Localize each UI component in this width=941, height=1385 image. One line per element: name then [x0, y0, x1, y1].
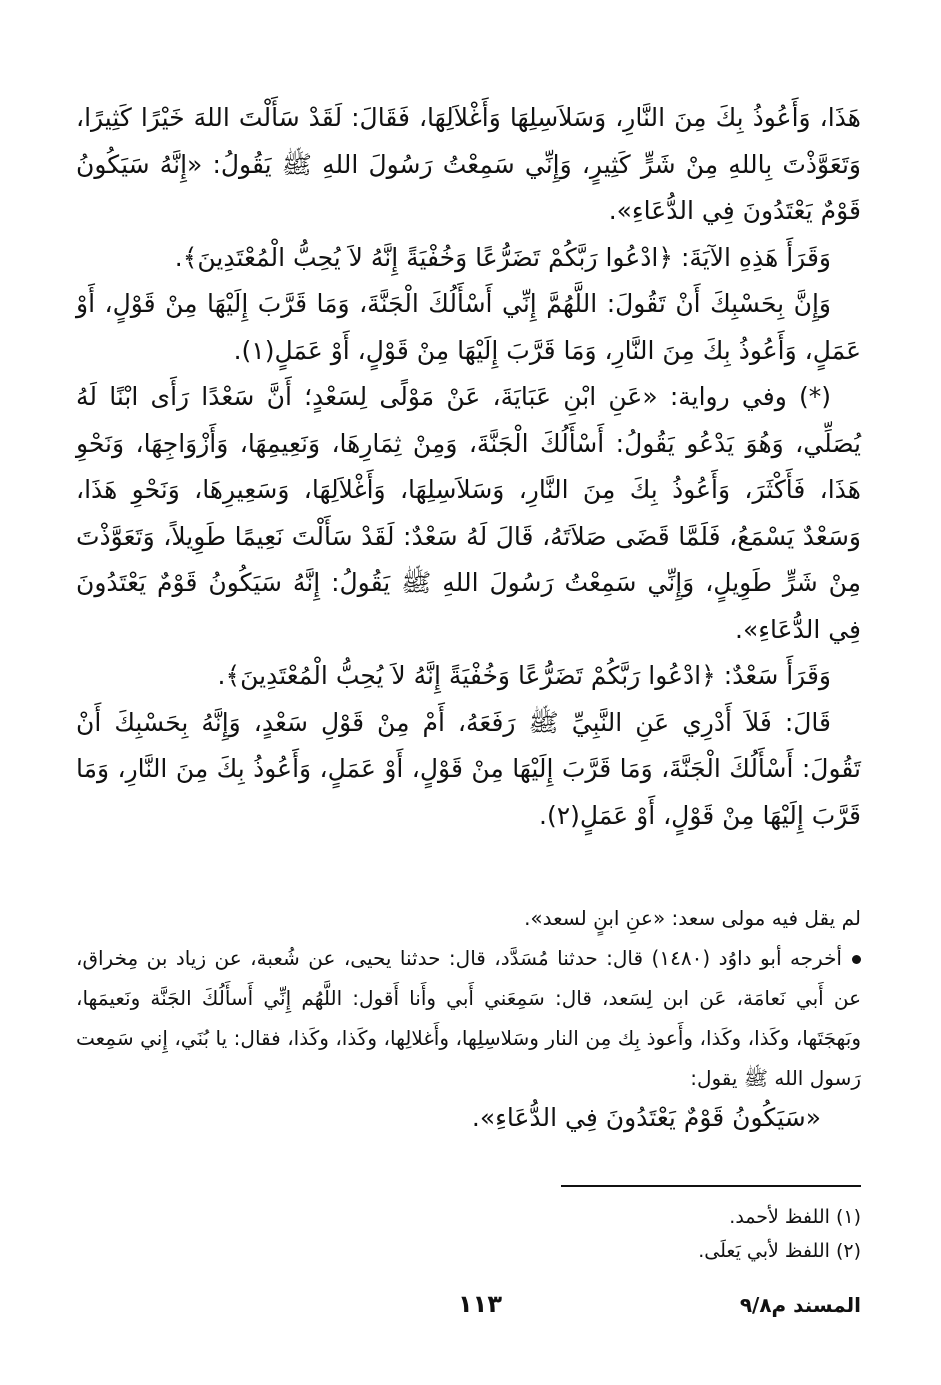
paragraph-3: وَإِنَّ بِحَسْبِكَ أَنْ تَقُولَ: اللَّهُمَّ إِنِّي أَسْأَلُكَ الْجَنَّةَ، وَمَا قَرَّبَ إِلَيْهَا مِنْ قَوْلٍ، أَوْ عَمَلٍ، وَأَعُوذُ بِكَ مِنَ النَّارِ، وَمَا قَرَّبَ إِلَيْهَا مِنْ قَوْلٍ، أَوْ عَمَلٍ(١).: [76, 289, 861, 365]
paragraph-6: قَالَ: فَلاَ أَدْرِي عَنِ النَّبِيِّ ﷺ رَفَعَهُ، أَمْ مِنْ قَوْلِ سَعْدٍ، وَإِنَّهُ بِحَسْبِكَ أَنْ تَقُولَ: أَسْأَلُكَ الْجَنَّةَ، وَمَا قَرَّبَ إِلَيْهَا مِنْ قَوْلٍ، أَوْ عَمَلٍ، وَأَعُوذُ بِكَ مِنَ النَّارِ، وَمَا قَرَّبَ إِلَيْهَا مِنْ قَوْلٍ، أَوْ عَمَلٍ(٢).: [76, 707, 861, 830]
note-1: لم يقل فيه مولى سعد: «عنِ ابنٍ لسعد».: [524, 906, 861, 930]
paragraph-5-quran-verse: وَقَرَأَ سَعْدٌ: ﴿ادْعُوا رَبَّكُمْ تَضَرُّعًا وَخُفْيَةً إِنَّهُ لاَ يُحِبُّ الْمُعْتَدِينَ﴾.: [217, 661, 831, 690]
page-number: ١١٣: [458, 1290, 502, 1318]
bullet-dot-icon: [852, 955, 861, 964]
main-text-block: [76, 95, 861, 839]
note-3-hadith: «سَيَكُونُ قَوْمٌ يَعْتَدُونَ فِي الدُّعَاءِ».: [471, 1103, 821, 1132]
takhrij-notes: [76, 898, 861, 1138]
footnote-divider: [561, 1185, 861, 1187]
paragraph-2-quran-verse: وَقَرَأَ هَذِهِ الآيَةَ: ﴿ادْعُوا رَبَّكُمْ تَضَرُّعًا وَخُفْيَةً إِنَّهُ لاَ يُحِبُّ الْمُعْتَدِينَ﴾.: [174, 242, 831, 272]
volume-signature: المسند م٩/٨: [739, 1293, 861, 1317]
footnote-2: (٢) اللفظ لأبي يَعلَى.: [698, 1240, 861, 1262]
footnotes: [461, 1200, 861, 1268]
footnote-1: (١) اللفظ لأحمد.: [729, 1206, 861, 1228]
note-2-wrapper: [76, 938, 861, 1098]
paragraph-1: هَذَا، وَأَعُوذُ بِكَ مِنَ النَّارِ، وَسَلاَسِلِهَا وَأَغْلاَلِهَا، فَقَالَ: لَقَدْ سَأَلْتَ اللهَ خَيْرًا كَثِيرًا، وَتَعَوَّذْتَ بِاللهِ مِنْ شَرٍّ كَثِيرٍ، وَإِنِّي سَمِعْتُ رَسُولَ اللهِ ﷺ يَقُولُ: «إِنَّهُ سَيَكُونُ قَوْمٌ يَعْتَدُونَ فِي الدُّعَاءِ».: [76, 103, 861, 225]
note-2: أخرجه أبو داوُد (١٤٨٠) قال: حدثنا مُسَدَّد، قال: حدثنا يحيى، عن شُعبة، عن زياد بن مِخراق، عن أَبي نَعامَة، عَن ابن لِسَعد، قال: سَمِعَني أَبي وأَنا أَقول: اللَّهُم إِنِّي أَسأَلُكَ الجَنَّة ونَعيمَها، وبَهجَتَها، وكَذا، وكَذا، وأَعوذ بِك مِن النار وسَلاسِلِها، وأَغلالِها، وكَذا، وكَذا، فقال: يا بُنَي، إِني سَمِعت رَسول الله ﷺ يقول:: [76, 946, 861, 1090]
paragraph-4-narration: (*) وفي رواية: «عَنِ ابْنِ عَبَايَةَ، عَنْ مَوْلًى لِسَعْدٍ؛ أَنَّ سَعْدًا رَأَى ابْنًا لَهُ يُصَلِّي، وَهُوَ يَدْعُو يَقُولُ: أَسْأَلُكَ الْجَنَّةَ، وَمِنْ ثِمَارِهَا، وَنَعِيمِهَا، وَأَزْوَاجِهَا، وَنَحْوِ هَذَا، فَأَكْثَرَ، وَأَعُوذُ بِكَ مِنَ النَّارِ، وَسَلاَسِلِهَا، وَأَغْلاَلِهَا، وَسَعِيرِهَا، وَنَحْوِ هَذَا، وَسَعْدٌ يَسْمَعُ، فَلَمَّا قَضَى صَلاَتَهُ، قَالَ لَهُ سَعْدٌ: لَقَدْ سَأَلْتَ نَعِيمًا طَوِيلاً، وَتَعَوَّذْتَ مِنْ شَرٍّ طَوِيلٍ، وَإِنِّي سَمِعْتُ رَسُولَ اللهِ ﷺ يَقُولُ: إِنَّهُ سَيَكُونُ قَوْمٌ يَعْتَدُونَ فِي الدُّعَاءِ».: [76, 382, 861, 644]
